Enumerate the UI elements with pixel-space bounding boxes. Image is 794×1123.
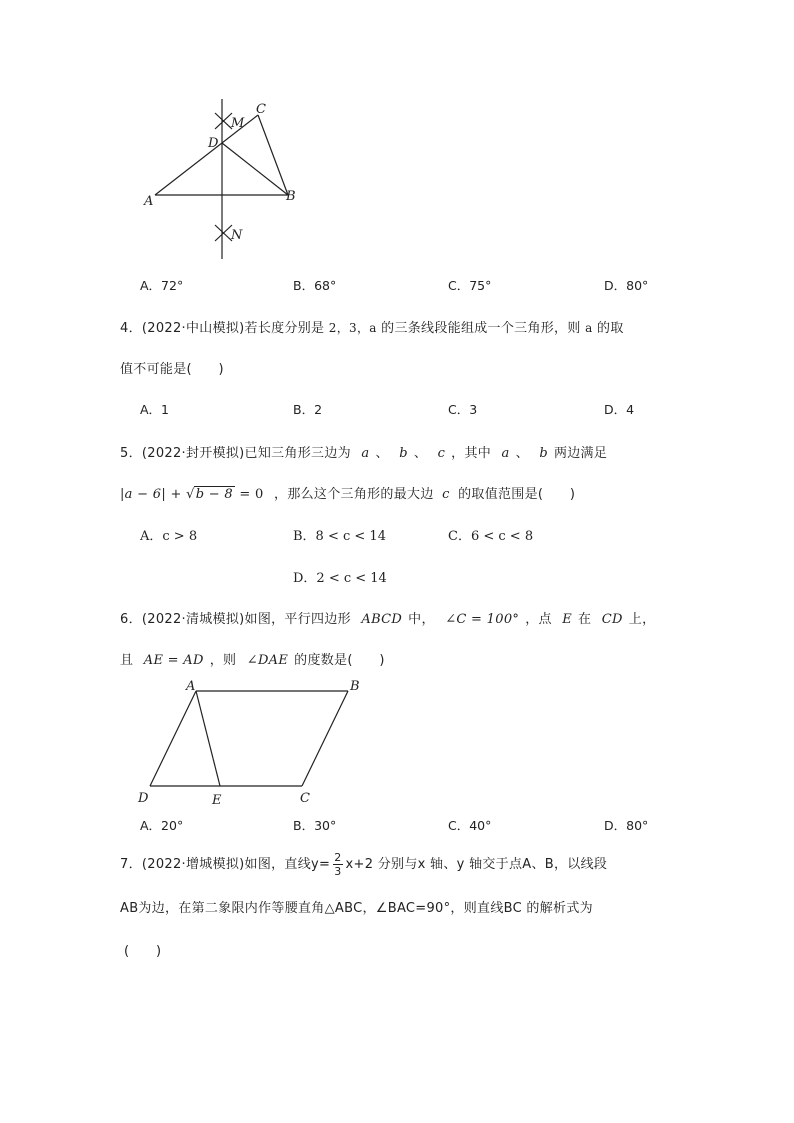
q5-var-b2: b xyxy=(539,446,548,461)
label-D: D xyxy=(138,791,149,806)
q4-line1 xyxy=(120,317,624,336)
q7-prefix: 7．(2022·增城模拟)如图，直线y= xyxy=(120,857,331,872)
q5-eq-sqrt: b − 8 xyxy=(195,487,233,502)
q6-e: E xyxy=(562,612,573,627)
q5-line1 xyxy=(120,442,607,461)
q4-values: 2，3，a xyxy=(328,321,377,335)
q6-end: 上， xyxy=(628,612,656,627)
q5-var-a: a xyxy=(361,446,370,461)
label-E: E xyxy=(212,793,222,808)
label-B: B xyxy=(286,189,296,204)
q5-line2-var: c xyxy=(442,487,450,502)
q6-mid1: 中， xyxy=(408,612,435,627)
q5-line2-end: 的取值范围是( ) xyxy=(458,487,576,502)
label-C: C xyxy=(256,102,266,117)
label-D: D xyxy=(208,136,219,151)
q3-option-b[interactable]: B．68° xyxy=(293,278,337,293)
q7-line3: ( ) xyxy=(124,944,162,959)
label-C: C xyxy=(300,791,310,806)
q6-option-d[interactable]: D．80° xyxy=(604,818,649,833)
q3-option-a[interactable]: A．72° xyxy=(140,278,184,293)
label-B: B xyxy=(350,679,360,694)
q6-line2-end: 的度数是( ) xyxy=(294,653,385,668)
figure-triangle-bisector xyxy=(140,95,310,265)
q6-line2-prefix: 且 xyxy=(120,653,134,668)
q6-line2-mid: ，则 xyxy=(209,653,237,668)
q6-angle: ∠C = 100° xyxy=(445,612,520,627)
label-A: A xyxy=(144,194,154,209)
q5-line2 xyxy=(120,483,575,502)
q6-mid3: 在 xyxy=(578,612,592,627)
q6-dae: ∠DAE xyxy=(246,653,289,668)
q6-cd: CD xyxy=(601,612,623,627)
q7-end: 分别与x 轴、y 轴交于点A、B，以线段 xyxy=(377,857,608,872)
q5-option-a[interactable]: A．c > 8 xyxy=(140,529,198,544)
q4-option-d[interactable]: D．4 xyxy=(604,402,635,417)
q6-prefix: 6．(2022·清城模拟)如图，平行四边形 xyxy=(120,612,351,627)
q5-var-b: b xyxy=(399,446,408,461)
q5-option-c[interactable]: C．6 < c < 8 xyxy=(448,529,534,544)
q7-frac-den: 3 xyxy=(334,865,342,878)
label-A: A xyxy=(186,679,196,694)
q5-sep3: 、 xyxy=(515,446,529,461)
q5-prefix: 5．(2022·封开模拟)已知三角形三边为 xyxy=(120,446,351,461)
q4-option-b[interactable]: B．2 xyxy=(293,402,323,417)
q6-abcd: ABCD xyxy=(361,612,403,627)
q6-option-a[interactable]: A．20° xyxy=(140,818,184,833)
q5-sep2: 、 xyxy=(413,446,428,461)
q5-var-c: c xyxy=(437,446,446,461)
q5-eq-left: |a − 6| + xyxy=(120,487,187,502)
q4-end: 的取 xyxy=(597,321,624,336)
q5-sqrt-sign: √ xyxy=(186,487,195,502)
figure-parallelogram xyxy=(132,674,372,814)
q6-option-c[interactable]: C．40° xyxy=(448,818,492,833)
q5-mid: ，其中 xyxy=(451,446,492,461)
q5-line2-text: ，那么这个三角形的最大边 xyxy=(274,487,434,502)
q4-mid: 的三条线段能组成一个三角形，则 xyxy=(381,321,581,336)
q7-fraction xyxy=(333,851,342,878)
q5-var-a2: a xyxy=(501,446,510,461)
q4-line2: 值不可能是( ) xyxy=(120,362,224,377)
q7-frac-num: 2 xyxy=(334,851,342,864)
q4-var: a xyxy=(585,321,593,335)
q6-option-b[interactable]: B．30° xyxy=(293,818,337,833)
q4-option-c[interactable]: C．3 xyxy=(448,402,478,417)
q7-line1 xyxy=(120,850,607,880)
q7-line2: AB为边，在第二象限内作等腰直角△ABC，∠BAC=90°，则直线BC 的解析式为 xyxy=(120,901,593,916)
label-M: M xyxy=(231,116,245,131)
q6-mid2: ，点 xyxy=(525,612,552,627)
q3-option-c[interactable]: C．75° xyxy=(448,278,492,293)
q4-option-a[interactable]: A．1 xyxy=(140,402,170,417)
q5-option-b[interactable]: B．8 < c < 14 xyxy=(293,529,386,544)
q6-line2 xyxy=(120,649,385,668)
q6-ae: AE = AD xyxy=(143,653,204,668)
q5-end: 两边满足 xyxy=(553,446,608,461)
q5-option-d[interactable]: D．2 < c < 14 xyxy=(293,571,387,586)
q5-eq-right: = 0 xyxy=(234,487,264,502)
q5-sep1: 、 xyxy=(375,446,389,461)
q6-line1 xyxy=(120,608,655,627)
q7-mid: x+2 xyxy=(345,857,374,872)
q3-option-d[interactable]: D．80° xyxy=(604,278,649,293)
q4-prefix: 4．(2022·中山模拟)若长度分别是 xyxy=(120,321,325,336)
label-N: N xyxy=(231,228,243,243)
